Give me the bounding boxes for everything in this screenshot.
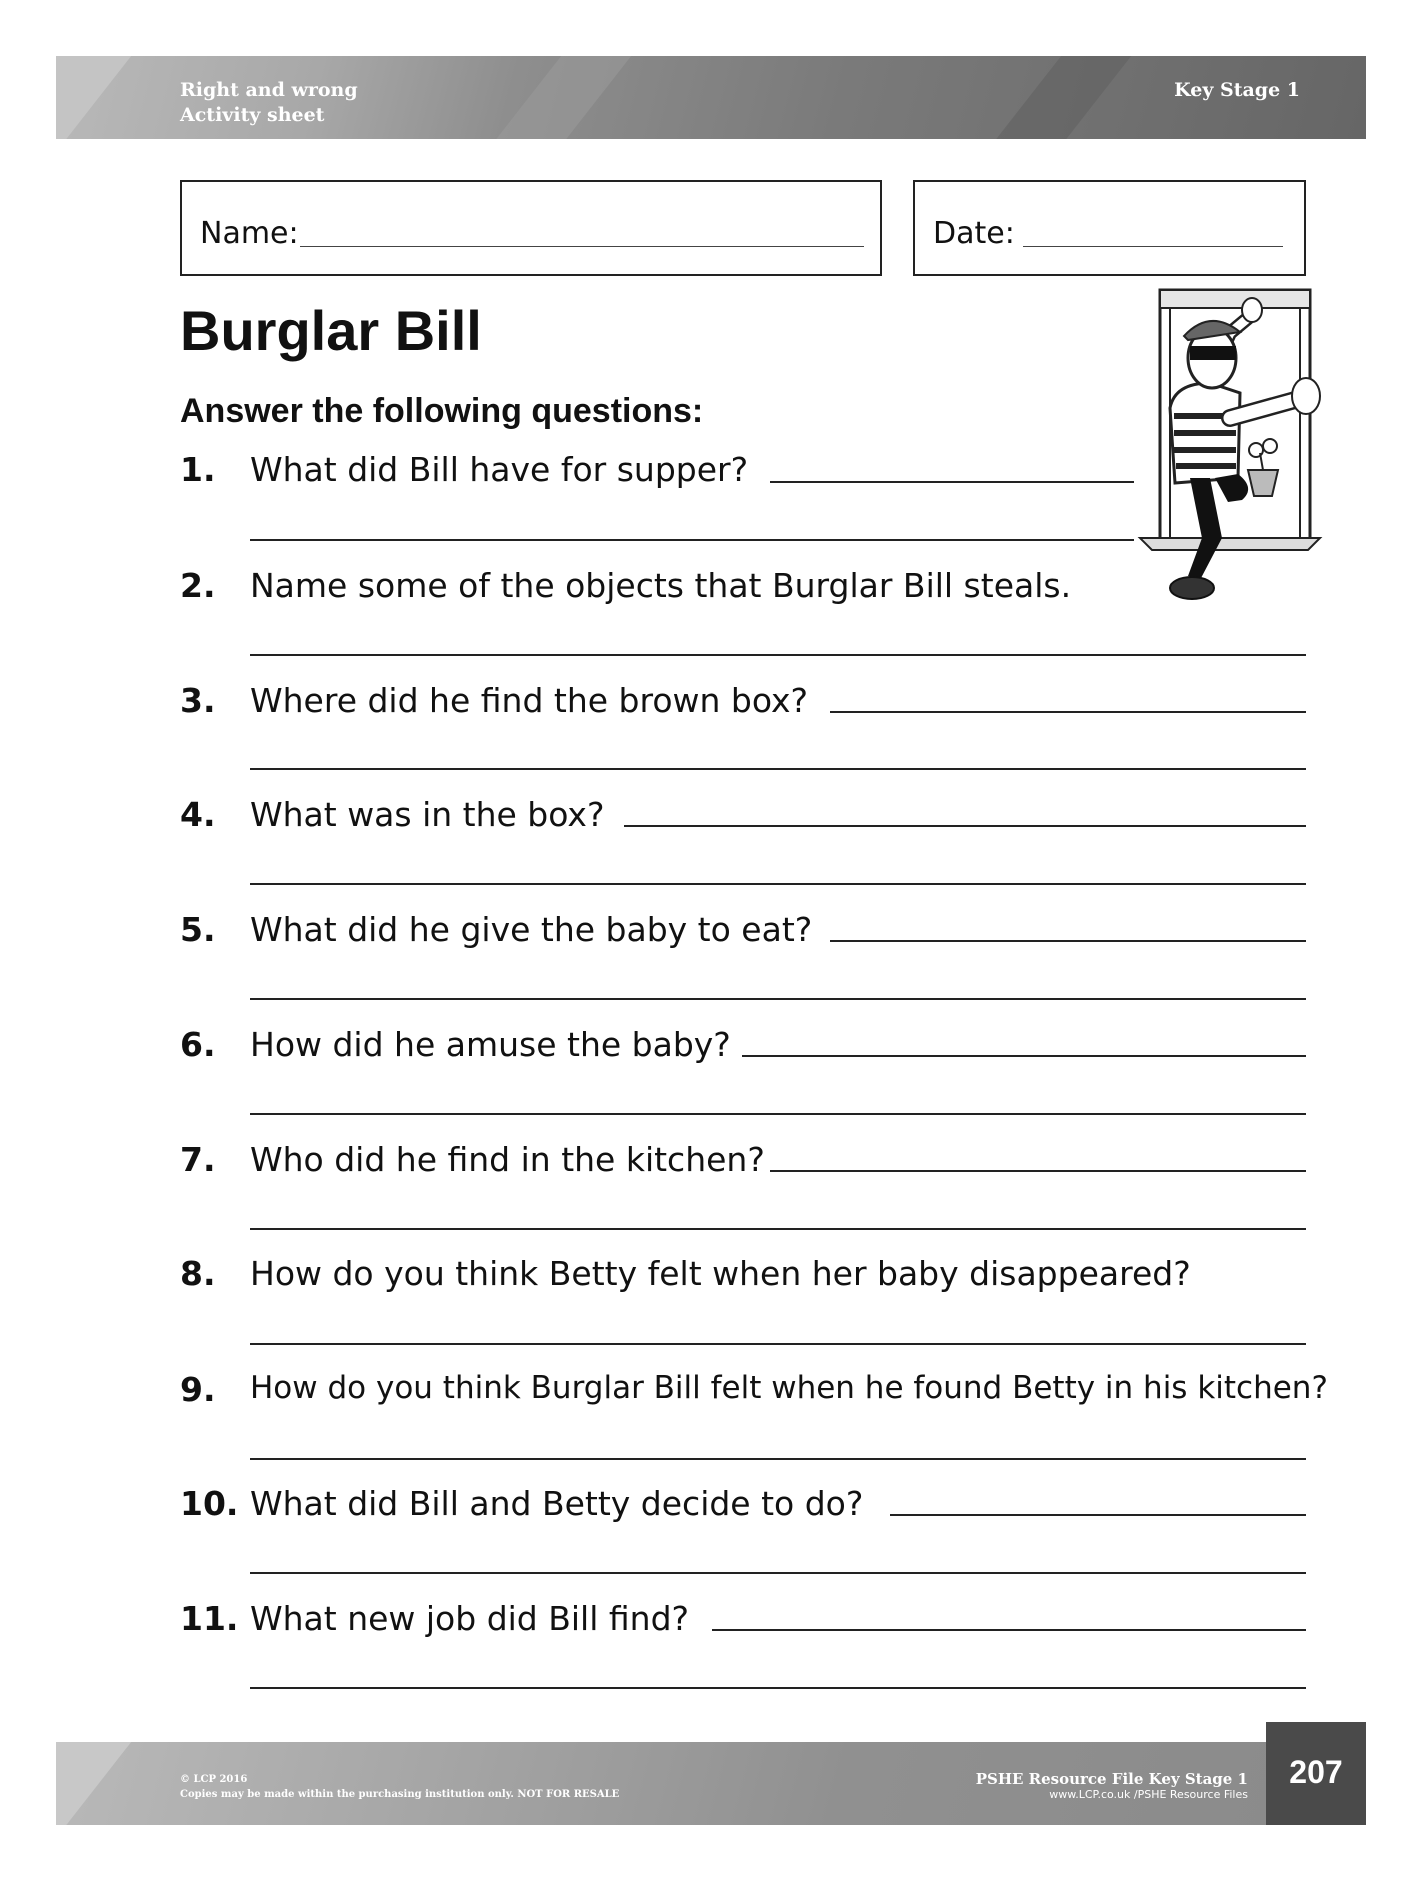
question-number: 10. [180, 1484, 239, 1523]
answer-line[interactable] [830, 711, 1306, 713]
question-text: How do you think Burglar Bill felt when he found Betty in his kitchen? [250, 1370, 1328, 1406]
answer-line[interactable] [250, 1572, 1306, 1574]
question-number: 6. [180, 1025, 216, 1064]
question-text: What did Bill and Betty decide to do? [250, 1484, 864, 1523]
question-number: 7. [180, 1140, 216, 1179]
date-label: Date: [933, 216, 1015, 251]
question-number: 8. [180, 1254, 216, 1293]
answer-line[interactable] [890, 1514, 1306, 1516]
footer-banner [56, 1742, 1366, 1825]
answer-line[interactable] [250, 654, 1306, 656]
answer-line[interactable] [250, 768, 1306, 770]
question-text: How do you think Betty felt when her baby disappeared? [250, 1254, 1191, 1293]
burglar-shoe [1170, 577, 1214, 599]
instructions: Answer the following questions: [180, 392, 704, 430]
header-banner [56, 56, 1366, 139]
answer-line[interactable] [250, 998, 1306, 1000]
date-box [913, 180, 1306, 276]
question-text: Who did he find in the kitchen? [250, 1140, 765, 1179]
question-text: Where did he find the brown box? [250, 681, 809, 720]
answer-line[interactable] [250, 1113, 1306, 1115]
page-number: 207 [1266, 1722, 1366, 1825]
question-text: What did he give the baby to eat? [250, 910, 813, 949]
window-sill [1140, 538, 1320, 550]
answer-line[interactable] [250, 1343, 1306, 1345]
resale-notice: Copies may be made within the purchasing institution only. NOT FOR RESALE [180, 1789, 620, 1800]
answer-line[interactable] [830, 940, 1306, 942]
page-title: Burglar Bill [180, 299, 482, 362]
date-field[interactable] [1023, 246, 1283, 247]
question-number: 11. [180, 1599, 239, 1638]
answer-line[interactable] [770, 1170, 1306, 1172]
resource-title: PSHE Resource File Key Stage 1 [975, 1770, 1248, 1788]
answer-line[interactable] [250, 1687, 1306, 1689]
name-field[interactable] [300, 246, 864, 247]
question-text: What did Bill have for supper? [250, 450, 749, 489]
header-topic-label: Right and wrong [180, 79, 358, 101]
answer-line[interactable] [770, 481, 1134, 483]
question-number: 3. [180, 681, 216, 720]
name-label: Name: [200, 216, 299, 251]
answer-line[interactable] [742, 1055, 1306, 1057]
answer-line[interactable] [250, 1228, 1306, 1230]
copyright-text: © LCP 2016 [180, 1774, 248, 1785]
question-text: How did he amuse the baby? [250, 1025, 731, 1064]
footer-copyright-block [180, 1772, 619, 1802]
flower-pot [1248, 470, 1278, 496]
answer-line[interactable] [250, 1458, 1306, 1460]
question-number: 4. [180, 795, 216, 834]
header-sheet-type: Activity sheet [180, 104, 325, 126]
answer-line[interactable] [250, 883, 1306, 885]
burglar-illustration [1130, 288, 1330, 618]
question-text: What was in the box? [250, 795, 605, 834]
answer-line[interactable] [624, 825, 1306, 827]
answer-line[interactable] [712, 1629, 1306, 1631]
footer-resource [976, 1770, 1248, 1801]
question-number: 5. [180, 910, 216, 949]
answer-line[interactable] [250, 539, 1134, 541]
header-stage: Key Stage 1 [1174, 79, 1300, 101]
question-text: What new job did Bill find? [250, 1599, 690, 1638]
question-number: 2. [180, 566, 216, 605]
question-number: 9. [180, 1370, 216, 1409]
question-text: Name some of the objects that Burglar Bill steals. [250, 566, 1072, 605]
resource-url: www.LCP.co.uk /PSHE Resource Files [1049, 1788, 1248, 1801]
question-number: 1. [180, 450, 216, 489]
header-topic [180, 78, 358, 128]
burglar-legs [1188, 478, 1222, 580]
name-box [180, 180, 882, 276]
